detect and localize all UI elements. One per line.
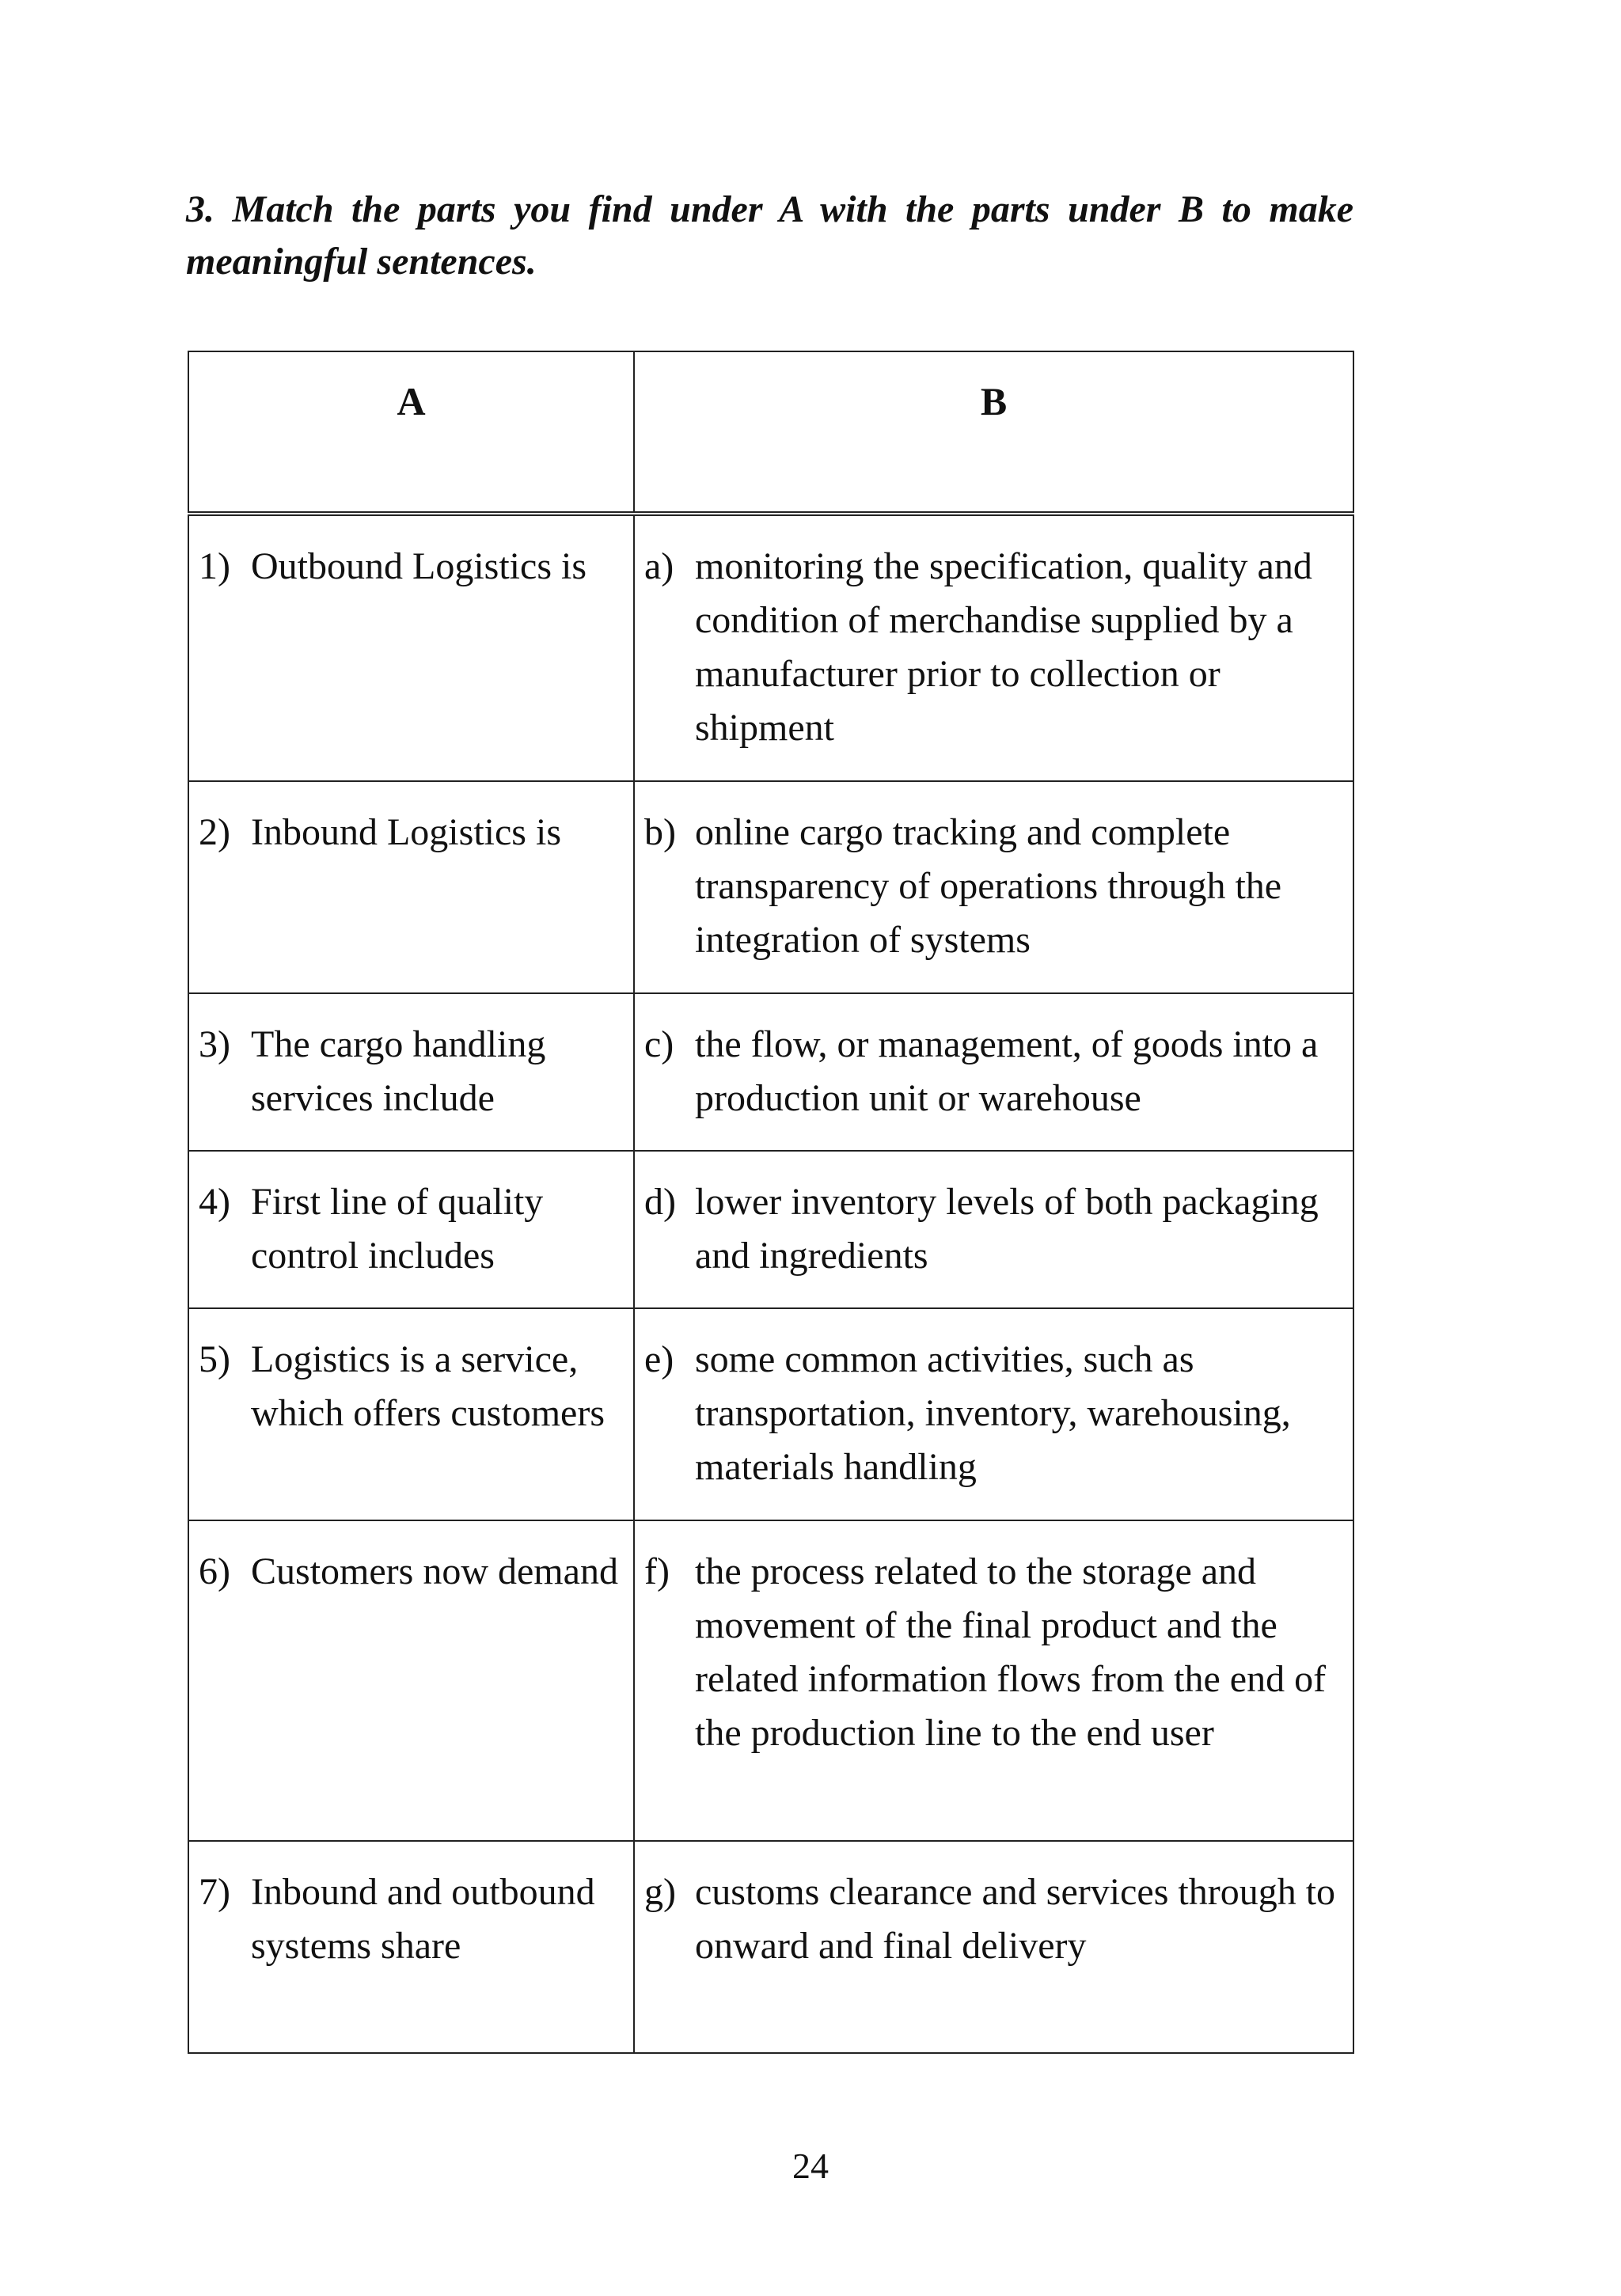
item-number: 1) [199, 545, 230, 587]
column-a-header: A [188, 351, 634, 514]
column-a-cell [188, 1520, 634, 1841]
sentence-end: monitoring the specification, quality and condition of merchandise supplied by a manufacturer prior to collection or shipment [695, 545, 1312, 749]
table-row [188, 514, 1353, 781]
sentence-start: Inbound Logistics is [251, 811, 561, 853]
column-b-header: B [634, 351, 1353, 514]
item-number: 3) [199, 1023, 230, 1065]
item-letter: d) [644, 1181, 676, 1223]
item-letter: e) [644, 1338, 674, 1380]
item-letter: b) [644, 811, 676, 853]
matching-table [188, 351, 1354, 2054]
page-number: 24 [792, 2146, 829, 2186]
sentence-start: Customers now demand [251, 1550, 618, 1592]
table-row [188, 1520, 1353, 1841]
item-number: 7) [199, 1871, 230, 1913]
sentence-end: the flow, or management, of goods into a production unit or warehouse [695, 1023, 1319, 1119]
sentence-end: lower inventory levels of both packaging and ingredients [695, 1181, 1319, 1277]
column-b-cell [634, 993, 1353, 1151]
table-row [188, 1841, 1353, 2053]
table-header-row [188, 351, 1353, 514]
column-b-cell [634, 1520, 1353, 1841]
sentence-start: Outbound Logistics is [251, 545, 587, 587]
sentence-start: Logistics is a service, which offers customers [251, 1338, 605, 1434]
column-a-cell [188, 993, 634, 1151]
column-a-cell [188, 1308, 634, 1520]
column-a-cell [188, 1151, 634, 1308]
item-number: 5) [199, 1338, 230, 1380]
sentence-end: online cargo tracking and complete transparency of operations through the integration of systems [695, 811, 1282, 961]
sentence-start: Inbound and outbound systems share [251, 1871, 595, 1967]
column-b-cell [634, 1841, 1353, 2053]
column-b-cell [634, 1151, 1353, 1308]
column-b-cell [634, 514, 1353, 781]
sentence-end: the process related to the storage and movement of the final product and the related information flows from the end of the production line to the end user [695, 1550, 1327, 1754]
column-a-cell [188, 781, 634, 993]
item-letter: a) [644, 545, 674, 587]
column-a-cell [188, 1841, 634, 2053]
item-letter: c) [644, 1023, 674, 1065]
item-letter: g) [644, 1871, 676, 1913]
sentence-start: First line of quality control includes [251, 1181, 544, 1277]
item-letter: f) [644, 1550, 670, 1592]
column-a-cell [188, 514, 634, 781]
table-row [188, 1151, 1353, 1308]
item-number: 6) [199, 1550, 230, 1592]
table-row [188, 781, 1353, 993]
sentence-start: The cargo handling services include [251, 1023, 546, 1119]
column-b-cell [634, 781, 1353, 993]
sentence-end: some common activities, such as transportation, inventory, warehousing, materials handling [695, 1338, 1291, 1488]
item-number: 4) [199, 1181, 230, 1223]
table-row [188, 993, 1353, 1151]
sentence-end: customs clearance and services through to onward and final delivery [695, 1871, 1336, 1967]
task-heading: 3. Match the parts you find under A with the parts under B to make meaningful sentences. [186, 188, 1353, 283]
column-b-cell [634, 1308, 1353, 1520]
item-number: 2) [199, 811, 230, 853]
table-row [188, 1308, 1353, 1520]
